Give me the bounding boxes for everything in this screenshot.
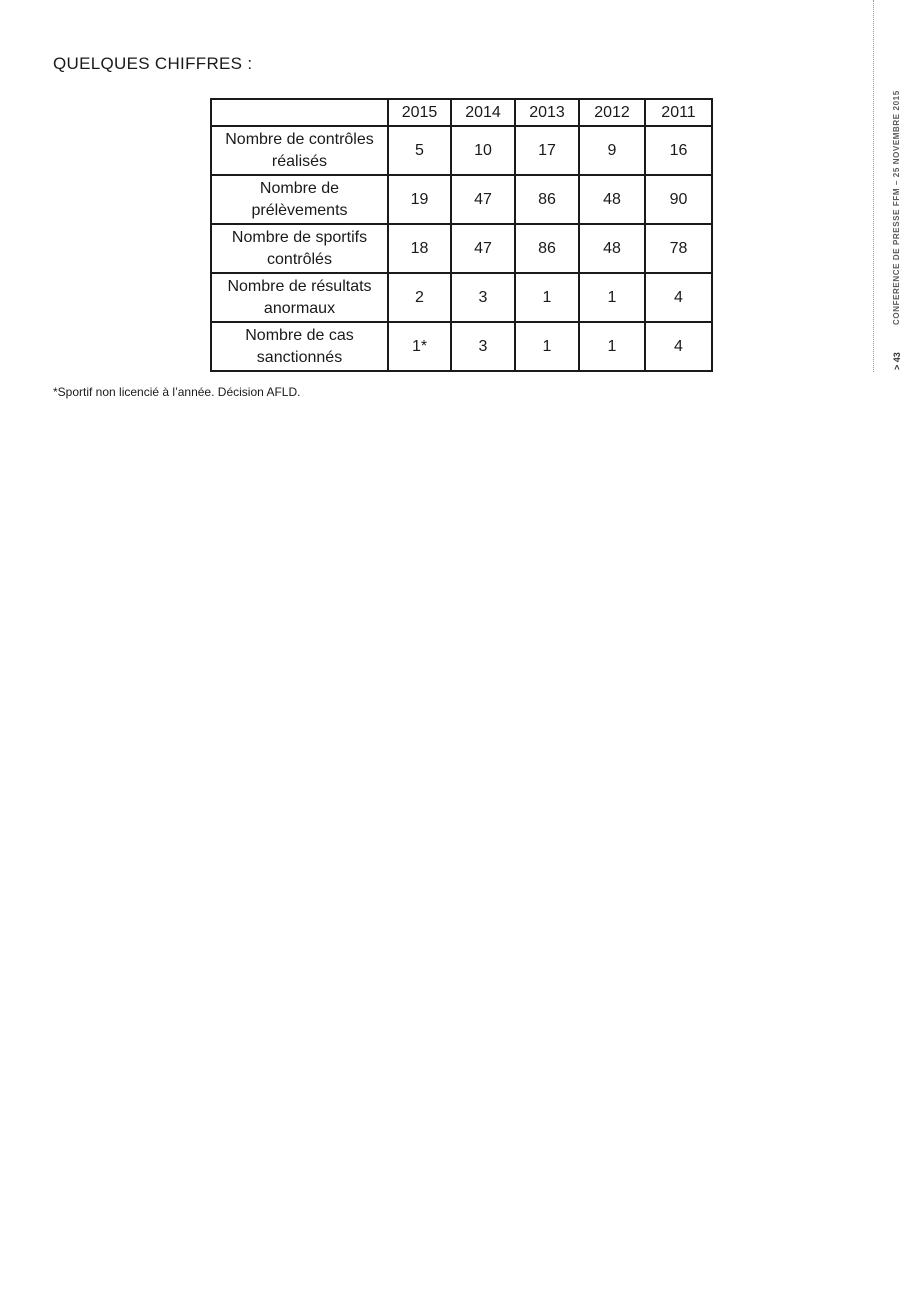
row-label: Nombre de cas sanctionnés (211, 322, 388, 371)
row-label: Nombre de résultats anormaux (211, 273, 388, 322)
row-label: Nombre de prélèvements (211, 175, 388, 224)
table-cell: 16 (645, 126, 712, 175)
running-head: CONFERENCE DE PRESSE FFM – 25 NOVEMBRE 2015 (892, 90, 901, 325)
table-cell: 48 (579, 224, 645, 273)
section-title: QUELQUES CHIFFRES : (53, 54, 253, 73)
column-header-empty (211, 99, 388, 126)
table-cell: 3 (451, 273, 515, 322)
statistics-table (210, 98, 713, 372)
margin-divider (873, 0, 874, 372)
table-cell: 9 (579, 126, 645, 175)
table-cell: 2 (388, 273, 451, 322)
table-cell: 17 (515, 126, 579, 175)
column-header-2013: 2013 (515, 99, 579, 126)
table-cell: 18 (388, 224, 451, 273)
table-header-row (211, 99, 712, 126)
table-cell: 47 (451, 224, 515, 273)
table-cell: 1 (579, 273, 645, 322)
table-row (211, 175, 712, 224)
table-cell: 48 (579, 175, 645, 224)
row-label: Nombre de contrôles réalisés (211, 126, 388, 175)
table-row (211, 126, 712, 175)
table-cell: 19 (388, 175, 451, 224)
table-cell: 3 (451, 322, 515, 371)
row-label: Nombre de sportifs contrôlés (211, 224, 388, 273)
table-cell: 10 (451, 126, 515, 175)
table-cell: 4 (645, 322, 712, 371)
table-cell: 1 (515, 322, 579, 371)
footnote: *Sportif non licencié à l’année. Décision AFLD. (53, 385, 301, 399)
table-cell: 4 (645, 273, 712, 322)
table-row (211, 224, 712, 273)
table-cell: 47 (451, 175, 515, 224)
table-cell: 1 (579, 322, 645, 371)
table-cell: 5 (388, 126, 451, 175)
column-header-2014: 2014 (451, 99, 515, 126)
page-number: > 43 (892, 352, 902, 370)
table-cell: 90 (645, 175, 712, 224)
column-header-2012: 2012 (579, 99, 645, 126)
column-header-2011: 2011 (645, 99, 712, 126)
table-cell: 1 (515, 273, 579, 322)
table-cell: 86 (515, 175, 579, 224)
table-cell: 1* (388, 322, 451, 371)
column-header-2015: 2015 (388, 99, 451, 126)
table-cell: 78 (645, 224, 712, 273)
table-row (211, 273, 712, 322)
table-row (211, 322, 712, 371)
table-cell: 86 (515, 224, 579, 273)
